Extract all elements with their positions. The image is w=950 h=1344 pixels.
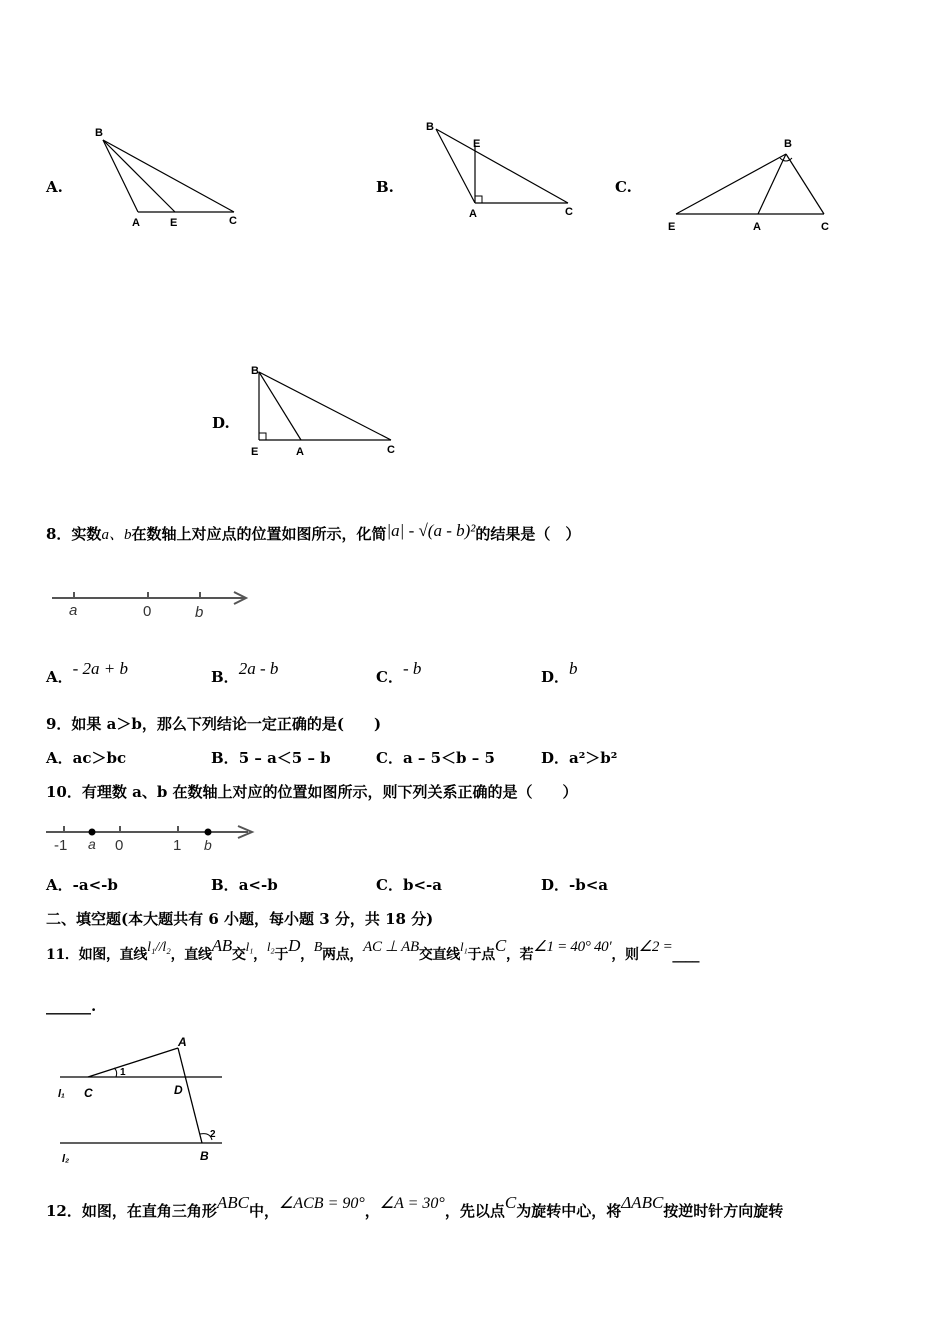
q10-option-a: A．-a<-b [46, 876, 118, 894]
option-b-label: B. [376, 178, 394, 196]
option-a-label: A. [46, 178, 63, 196]
option-d-label: D. [212, 414, 230, 432]
fig-d-point-c: C [387, 444, 395, 456]
q8-option-b: B．2a - b [211, 659, 279, 686]
fig-q11-point-d: D [174, 1083, 183, 1097]
q8-option-c: C．- b [376, 659, 422, 686]
axis-q8-a: a [69, 602, 78, 619]
triangle-figure-d [245, 360, 415, 465]
axis-q8-b: b [195, 604, 204, 621]
fig-c-point-b: B [784, 138, 792, 150]
q9-option-c: C．a – 5＜b – 5 [376, 749, 495, 767]
q10-option-d: D．-b<a [541, 876, 609, 894]
question-12-stem: 12．如图，在直角三角形ABC中，∠ACB = 90°，∠A = 30°，先以点C为旋转中心，将ΔABC按逆时针方向旋转 [46, 1193, 784, 1220]
q9-option-b: B．5 – a＜5 – b [211, 749, 331, 767]
triangle-figure-c [660, 130, 840, 240]
fig-q11-point-b: B [200, 1149, 209, 1163]
q10-option-b: B．a<-b [211, 876, 278, 894]
question-11-blank: ______. [46, 997, 97, 1015]
q8-option-d: D．b [541, 659, 578, 686]
section-title: 二、填空题(本大题共有 6 小题，每小题 3 分，共 18 分) [46, 910, 434, 928]
fig-q11-point-a: A [178, 1035, 187, 1049]
fig-q11-angle-2: 2 [210, 1129, 216, 1140]
axis-q8-zero: 0 [143, 603, 152, 620]
axis-q10-a: a [88, 836, 96, 852]
axis-q10-minus-one: -1 [54, 837, 68, 854]
number-line-q10 [40, 818, 265, 858]
question-8-stem: 8．实数a、b在数轴上对应点的位置如图所示，化简|a| - √(a - b)²的结果是（ ） [46, 521, 581, 543]
fig-a-point-e: E [170, 217, 178, 229]
fig-c-point-a: A [753, 221, 761, 233]
fig-b-point-b: B [426, 121, 434, 133]
fig-c-point-e: E [668, 221, 676, 233]
fig-q11-angle-1: 1 [120, 1067, 126, 1078]
question-11-stem: 11．如图，直线l₁//l₂，直线AB交l₁，l₂于D，B两点，AC ⊥ AB交直线l₁于点C，若∠1 = 40° 40′，则∠2 =____ [46, 936, 700, 963]
q9-option-d: D．a²＞b² [541, 749, 618, 767]
fig-c-point-c: C [821, 221, 829, 233]
question-9-stem: 9．如果 a＞b，那么下列结论一定正确的是( ) [46, 715, 382, 733]
fig-b-point-e: E [473, 138, 481, 150]
fig-a-point-c: C [229, 215, 237, 227]
axis-q10-b: b [204, 837, 212, 853]
fig-d-point-e: E [251, 446, 259, 458]
number-line-q8 [46, 585, 261, 625]
question-10-stem: 10．有理数 a、b 在数轴上对应的位置如图所示，则下列关系正确的是（ ） [46, 783, 578, 801]
fig-q11-point-c: C [84, 1086, 93, 1100]
axis-q10-one: 1 [173, 837, 182, 854]
q10-option-c: C．b<-a [376, 876, 442, 894]
q9-option-a: A．ac＞bc [46, 749, 127, 767]
triangle-figure-b [420, 115, 590, 225]
triangle-figure-a [90, 120, 250, 235]
fig-q11-line-l1: l₁ [58, 1088, 65, 1100]
fig-d-point-a: A [296, 446, 304, 458]
fig-b-point-c: C [565, 206, 573, 218]
option-c-label: C. [615, 178, 632, 196]
fig-q11-line-l2: l₂ [62, 1153, 70, 1165]
axis-q10-zero: 0 [115, 837, 124, 854]
fig-d-point-b: B [251, 365, 259, 377]
parallel-lines-figure [50, 1030, 240, 1170]
fig-b-point-a: A [469, 208, 477, 220]
q8-option-a: A．- 2a + b [46, 659, 129, 686]
fig-a-point-b: B [95, 127, 103, 139]
fig-a-point-a: A [132, 217, 140, 229]
